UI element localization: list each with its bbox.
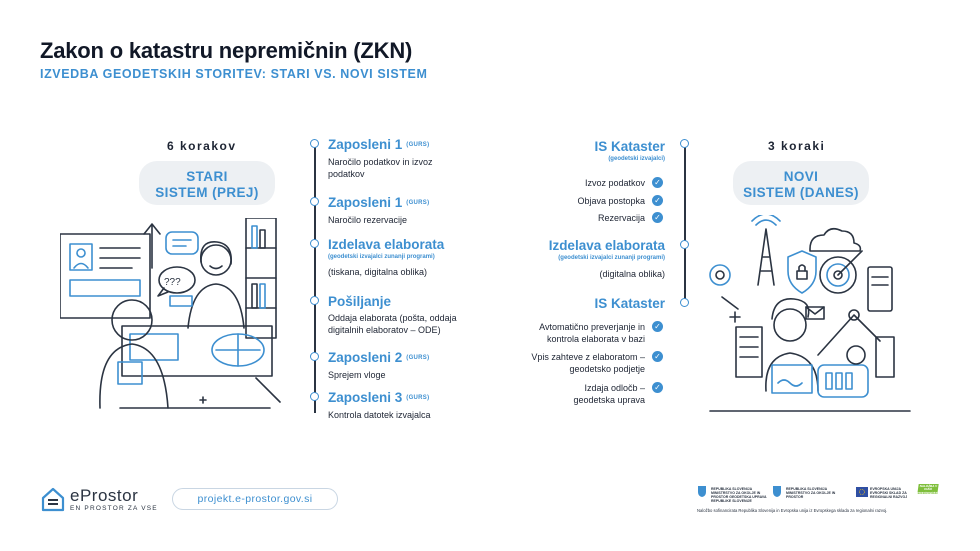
new-system-label-1: NOVI bbox=[783, 169, 819, 184]
new-block-3 bbox=[594, 296, 665, 311]
new-tech-illustration bbox=[700, 215, 920, 420]
checkmark-icon: ✓ bbox=[652, 195, 663, 206]
speech-bubble-icon bbox=[166, 232, 198, 254]
old-step-4 bbox=[328, 294, 488, 336]
old-step-tag: (GURS) bbox=[406, 394, 430, 401]
logo-tagline: EN PROSTOR ZA VSE bbox=[70, 505, 158, 512]
sponsor-text: REPUBLIKA SLOVENIJA MINISTRSTVO ZA OKOLJE IN PROSTOR bbox=[786, 487, 836, 499]
new-timeline-dot bbox=[680, 139, 689, 148]
old-step-3 bbox=[328, 237, 488, 278]
old-step-desc: Naročilo podatkov in izvoz podatkov bbox=[328, 156, 433, 179]
eprostor-logo[interactable] bbox=[40, 486, 158, 517]
sponsor-text: REPUBLIKA SLOVENIJA MINISTRSTVO ZA OKOLJE IN PROSTOR GEODETSKA UPRAVA REPUBLIKE SLOVENIJE bbox=[711, 487, 767, 503]
antenna-icon bbox=[758, 229, 774, 285]
funding-note: Naložbo sofinancirata Republika Slovenija in Evropska unija iz Evropskega sklada za regionalni razvoj. bbox=[697, 508, 888, 513]
check-item bbox=[539, 321, 645, 345]
check-line: kontrola elaborata v bazi bbox=[546, 334, 645, 344]
gear-icon bbox=[710, 265, 730, 285]
new-steps-count: 3 koraki bbox=[768, 139, 826, 153]
check-line: geodetska uprava bbox=[573, 395, 645, 405]
document-icon bbox=[60, 234, 150, 318]
old-timeline-dot bbox=[310, 392, 319, 401]
laptop-icon bbox=[772, 365, 812, 393]
old-step-tag: (GURS) bbox=[406, 141, 430, 148]
house-logo-icon bbox=[40, 486, 66, 512]
eu-flag-icon bbox=[856, 487, 868, 497]
new-block-plain: (digitalna oblika) bbox=[599, 269, 665, 279]
sponsor-logo-eu bbox=[856, 484, 912, 500]
new-block-title: IS Kataster bbox=[594, 296, 665, 311]
coat-of-arms-icon bbox=[697, 485, 707, 497]
old-timeline-line bbox=[314, 143, 316, 413]
old-office-illustration bbox=[60, 218, 290, 418]
old-timeline-dot bbox=[310, 239, 319, 248]
old-system-label-1: STARI bbox=[186, 169, 228, 184]
check-line: Avtomatično preverjanje in bbox=[539, 322, 645, 332]
coat-of-arms-icon bbox=[772, 485, 782, 497]
arrow-up-icon bbox=[144, 224, 160, 268]
old-timeline-dot bbox=[310, 197, 319, 206]
old-step-tag: (GURS) bbox=[406, 199, 430, 206]
check-line: Izdaja odločb – bbox=[584, 383, 645, 393]
logo-name: eProstor bbox=[70, 486, 139, 505]
old-step-5 bbox=[328, 350, 488, 381]
checkmark-icon: ✓ bbox=[652, 177, 663, 188]
person-icon bbox=[188, 284, 244, 328]
old-step-title: Zaposleni 2 bbox=[328, 350, 403, 365]
old-step-title: Zaposleni 1 bbox=[328, 137, 403, 152]
old-step-tag: (geodetski izvajalci zunanji programi) bbox=[328, 254, 435, 260]
check-item bbox=[531, 351, 645, 375]
sponsor-logo-gurs bbox=[697, 484, 767, 503]
checkmark-icon: ✓ bbox=[652, 321, 663, 332]
new-timeline-dot bbox=[680, 298, 689, 307]
wrench-icon bbox=[722, 297, 738, 309]
old-system-pill bbox=[139, 161, 275, 205]
new-timeline-line bbox=[684, 143, 686, 303]
old-steps-count: 6 korakov bbox=[167, 139, 237, 153]
page-title: Zakon o katastru nepremičnin (ZKN) bbox=[40, 38, 413, 63]
old-system-label-2: SISTEM (PREJ) bbox=[155, 185, 259, 200]
new-timeline-dot bbox=[680, 240, 689, 249]
sponsor-text: EVROPSKA UNIJA EVROPSKI SKLAD ZA REGIONALNI RAZVOJ bbox=[870, 487, 908, 499]
old-timeline-dot bbox=[310, 352, 319, 361]
old-step-desc: Naročilo rezervacije bbox=[328, 214, 408, 225]
old-step-1 bbox=[328, 137, 488, 180]
old-step-title: Izdelava elaborata bbox=[328, 237, 445, 252]
old-step-title: Zaposleni 1 bbox=[328, 195, 403, 210]
investment-badge: NALOŽBA V VAŠO PRIHODNOST bbox=[917, 484, 938, 495]
old-step-title: Zaposleni 3 bbox=[328, 390, 403, 405]
check-line: geodetsko podjetje bbox=[569, 364, 645, 374]
page-subtitle: IZVEDBA GEODETSKIH STORITEV: STARI VS. NOVI SISTEM bbox=[40, 67, 428, 81]
question-marks: ??? bbox=[164, 277, 181, 288]
cloud-icon bbox=[810, 229, 860, 251]
old-step-desc: Kontrola datotek izvajalca bbox=[328, 409, 431, 420]
new-block-sub: (geodetski izvajalci zunanji programi) bbox=[558, 255, 665, 261]
check-item bbox=[573, 382, 645, 406]
old-step-desc: Sprejem vloge bbox=[328, 369, 386, 380]
old-step-2 bbox=[328, 195, 488, 226]
check-item: Rezervacija bbox=[597, 213, 645, 223]
old-timeline-dot bbox=[310, 296, 319, 305]
checkmark-icon: ✓ bbox=[652, 382, 663, 393]
old-step-desc: Oddaja elaborata (pošta, oddaja digitalnih elaboratov – ODE) bbox=[328, 313, 457, 335]
old-step-tag: (GURS) bbox=[406, 354, 430, 361]
new-block-1 bbox=[594, 139, 665, 162]
checkmark-icon: ✓ bbox=[652, 212, 663, 223]
old-step-desc: (tiskana, digitalna oblika) bbox=[328, 267, 428, 277]
checkmark-icon: ✓ bbox=[652, 351, 663, 362]
check-item: Izvoz podatkov bbox=[584, 178, 645, 188]
new-block-title: IS Kataster bbox=[594, 139, 665, 154]
old-timeline-dot bbox=[310, 139, 319, 148]
old-step-6 bbox=[328, 390, 488, 421]
shield-icon bbox=[788, 251, 816, 293]
sponsor-logo-mop bbox=[772, 484, 842, 500]
new-block-2 bbox=[549, 238, 665, 279]
new-system-label-2: SISTEM (DANES) bbox=[743, 185, 859, 200]
new-block-sub: (geodetski izvajalci) bbox=[608, 156, 665, 162]
old-step-title: Pošiljanje bbox=[328, 294, 392, 309]
check-line: Vpis zahteve z elaboratom – bbox=[531, 352, 645, 362]
sponsor-logo-investment bbox=[918, 484, 940, 500]
new-block-title: Izdelava elaborata bbox=[548, 238, 665, 253]
project-url-link[interactable]: projekt.e-prostor.gov.si bbox=[172, 488, 338, 510]
check-item: Objava postopka bbox=[577, 196, 645, 206]
new-system-pill bbox=[733, 161, 869, 205]
